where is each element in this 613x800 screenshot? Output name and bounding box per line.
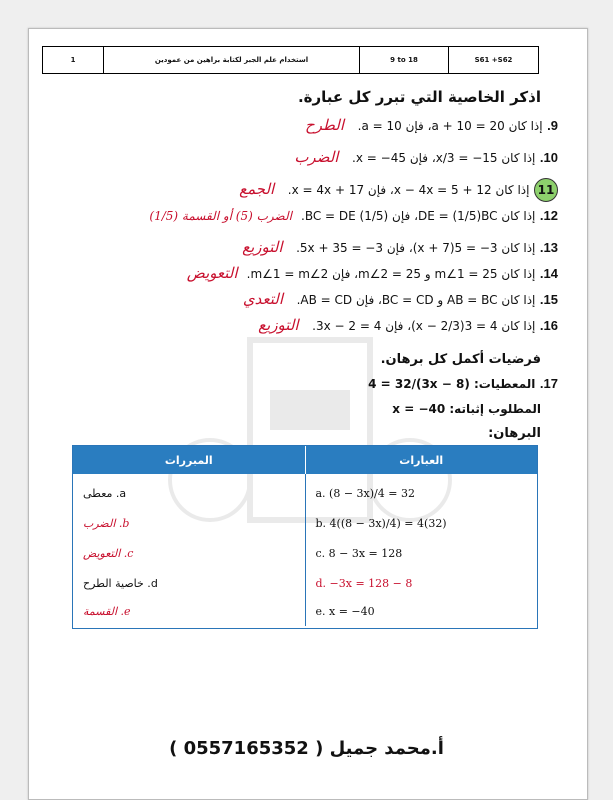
handwritten-answer: الضرب (5) أو القسمة (1/5) [149,209,292,223]
question-number: 10. [539,150,558,165]
teacher-footer: أ.محمد جميل ( 0557165352 ) [169,738,444,759]
question-11 [239,178,558,202]
header-pages: 9 to 18 [360,47,449,73]
question-number: 13. [539,240,558,255]
question-12 [149,208,558,224]
statement-c: c. 8 − 3x = 128 [315,546,403,560]
exercise-title: اذكر الخاصية التي تبرر كل عبارة. [297,88,541,106]
question-16 [258,316,558,334]
question-text: إذا كان DE = (1/5)BC، فإن BC = DE (1/5). [301,209,536,223]
statements-column [306,474,538,626]
question-text: إذا كان 4 = 3(x − 2/3)، فإن 4 = 2 − 3x. [312,319,536,333]
question-15 [243,290,558,308]
question-text: إذا كان AB = BC و BC = CD، فإن AB = CD. [296,293,536,307]
reason-c: c. التعويض [83,546,134,560]
reasons-column [73,474,306,626]
header-standards: S61 +S62 [474,56,513,64]
header-title: استخدام علم الجبر لكتابة براهين من عمودين [104,47,360,73]
question-number: 15. [539,292,558,307]
header-number: 1 [43,47,104,73]
question-text: إذا كان 12 + 5 = x − 4x، فإن 17 + x = 4x. [287,183,530,197]
statement-a: a. (8 − 3x)/4 = 32 [315,486,415,500]
handwritten-answer: التوزيع [242,238,283,256]
handwritten-answer: التعدي [242,290,283,308]
reasons-header: المبررات [73,446,306,474]
question-number-circled: 11 [534,178,558,202]
handwritten-answer: الجمع [239,180,275,198]
question-number: 14. [539,266,558,281]
reason-b: b. الضرب [83,516,130,530]
question-text: إذا كان 3− = 5(x + 7)، فإن 3− = 5x + 35. [296,241,536,255]
question-number: 17. [539,376,558,391]
proof-label: البرهان: [488,426,541,441]
question-text: إذا كان m∠1 = 25 و m∠2 = 25، فإن m∠1 = m∠2. [246,267,536,281]
given-text: المعطيات: (8 − 3x)/4 = 32 [368,377,536,391]
statement-e: e. x = −40 [315,604,375,618]
question-number: 12. [539,208,558,223]
handwritten-answer: التوزيع [258,316,299,334]
section-title: فرضيات أكمل كل برهان. [380,352,541,367]
question-text: إذا كان 15− = x/3، فإن 45− = x. [352,151,536,165]
reason-d: d. خاصية الطرح [83,576,158,590]
proof-table-header [73,446,537,474]
proof-table [72,445,538,629]
statement-d: d. −3x = 128 − 8 [315,576,413,590]
question-text: إذا كان 20 = 10 + a، فإن 10 = a. [357,119,543,133]
question-number: 16. [539,318,558,333]
reason-a: a. معطى [83,486,127,500]
question-14 [187,264,558,282]
question-number: 9. [547,118,558,133]
worksheet-header [42,46,539,74]
question-10 [294,148,558,166]
handwritten-answer: التعويض [186,264,238,282]
question-13 [242,238,558,256]
q17-given [368,376,558,392]
reason-e: e. القسمة [83,604,131,618]
statements-header: العبارات [399,453,444,467]
handwritten-answer: الضرب [294,148,339,166]
question-9 [305,116,558,134]
statement-b: b. 4((8 − 3x)/4) = 4(32) [315,516,447,530]
q17-prove: المطلوب إثباته: x = −40 [392,402,541,416]
handwritten-answer: الطرح [305,116,345,134]
